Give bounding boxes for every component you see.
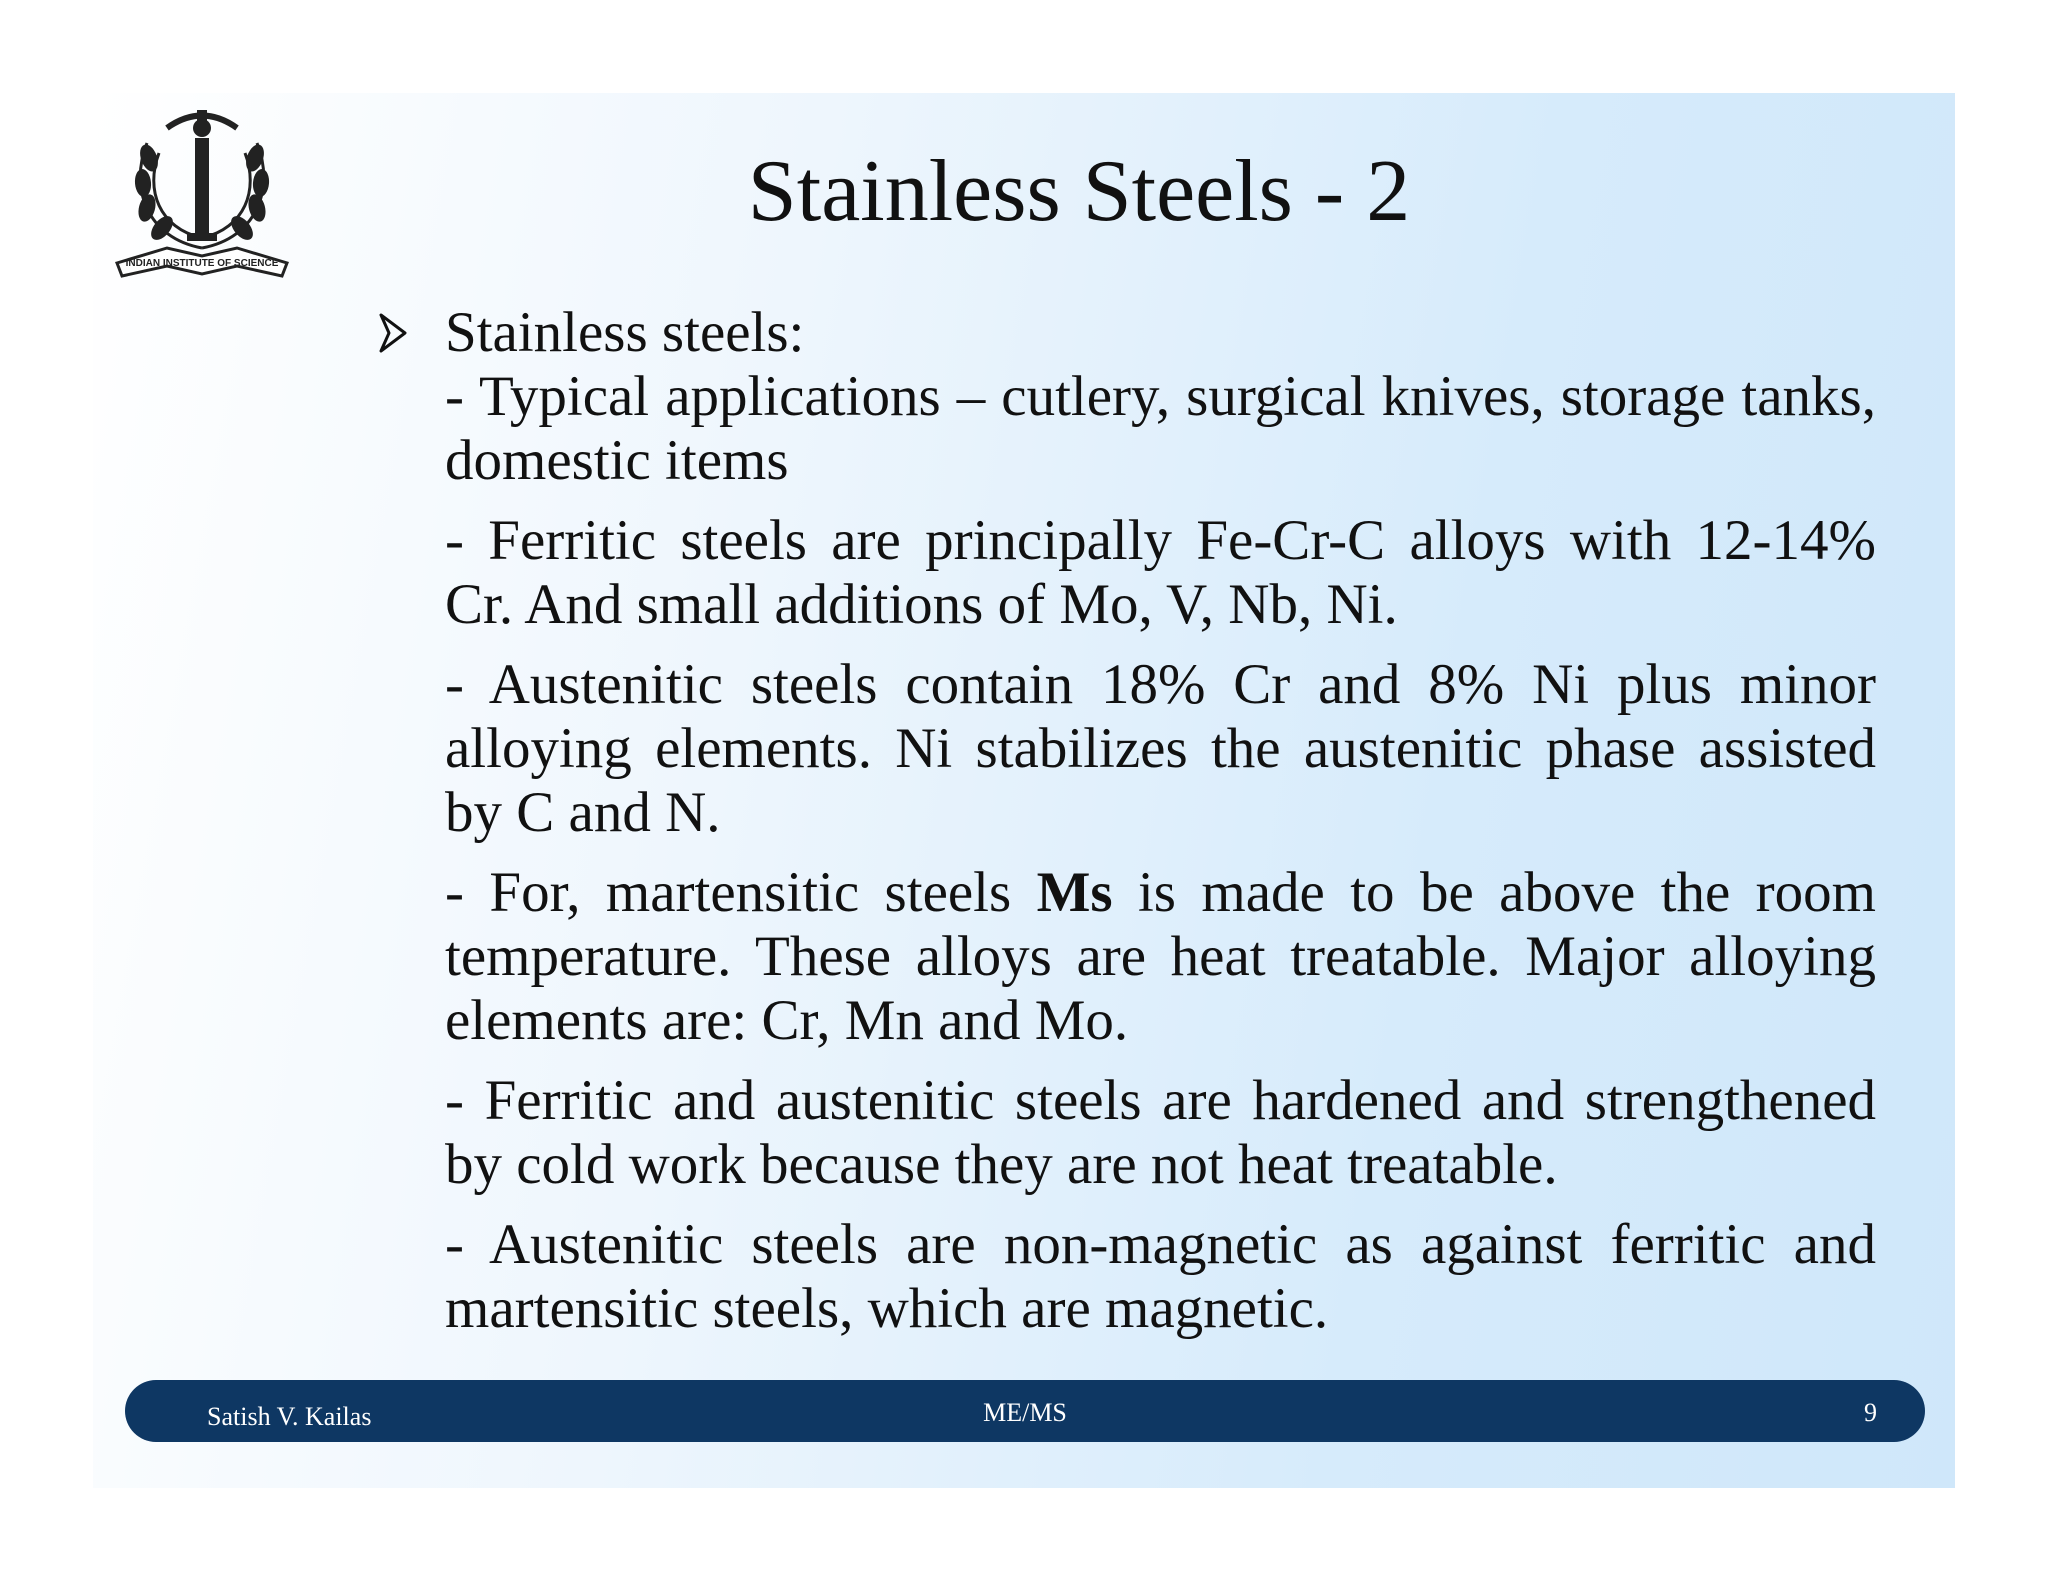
paragraph-applications: - Typical applications – cutlery, surgical knives, storage tanks, domestic items xyxy=(445,365,1876,492)
slide xyxy=(93,93,1955,1488)
bullet-heading-text: Stainless steels: xyxy=(445,301,805,364)
arrowhead-bullet-icon xyxy=(379,311,407,355)
paragraph-cold-work: - Ferritic and austenitic steels are hardened and strengthened by cold work because they are not heat treatable. xyxy=(445,1069,1876,1196)
footer-author: Satish V. Kailas xyxy=(207,1402,372,1431)
ms-term: Ms xyxy=(1036,861,1113,924)
slide-title: Stainless Steels - 2 xyxy=(747,143,1411,240)
logo-text: INDIAN INSTITUTE OF SCIENCE xyxy=(125,258,279,269)
paragraph-austenitic: - Austenitic steels contain 18% Cr and 8% Ni plus minor alloying elements. Ni stabilizes the austenitic phase assisted by C and N. xyxy=(445,653,1876,844)
slide-content xyxy=(283,301,1876,1357)
paragraph-martensitic xyxy=(445,861,1876,1053)
footer-course: ME/MS xyxy=(983,1398,1067,1427)
paragraph-martensitic-start: - For, martensitic steels xyxy=(445,861,1037,924)
paragraph-martensitic-end: is made to be above the room temperature. These alloys are heat treatable. Major alloying elements are: Cr, Mn and Mo. xyxy=(445,861,1876,1052)
paragraph-ferritic: - Ferritic steels are principally Fe-Cr-C alloys with 12-14% Cr. And small additions of Mo, V, Nb, Ni. xyxy=(445,509,1876,636)
bullet-heading xyxy=(283,301,1876,365)
footer-bar xyxy=(125,1380,1925,1442)
footer-page-number: 9 xyxy=(1864,1398,1877,1427)
paragraph-magnetic: - Austenitic steels are non-magnetic as against ferritic and martensitic steels, which are magnetic. xyxy=(445,1213,1876,1340)
